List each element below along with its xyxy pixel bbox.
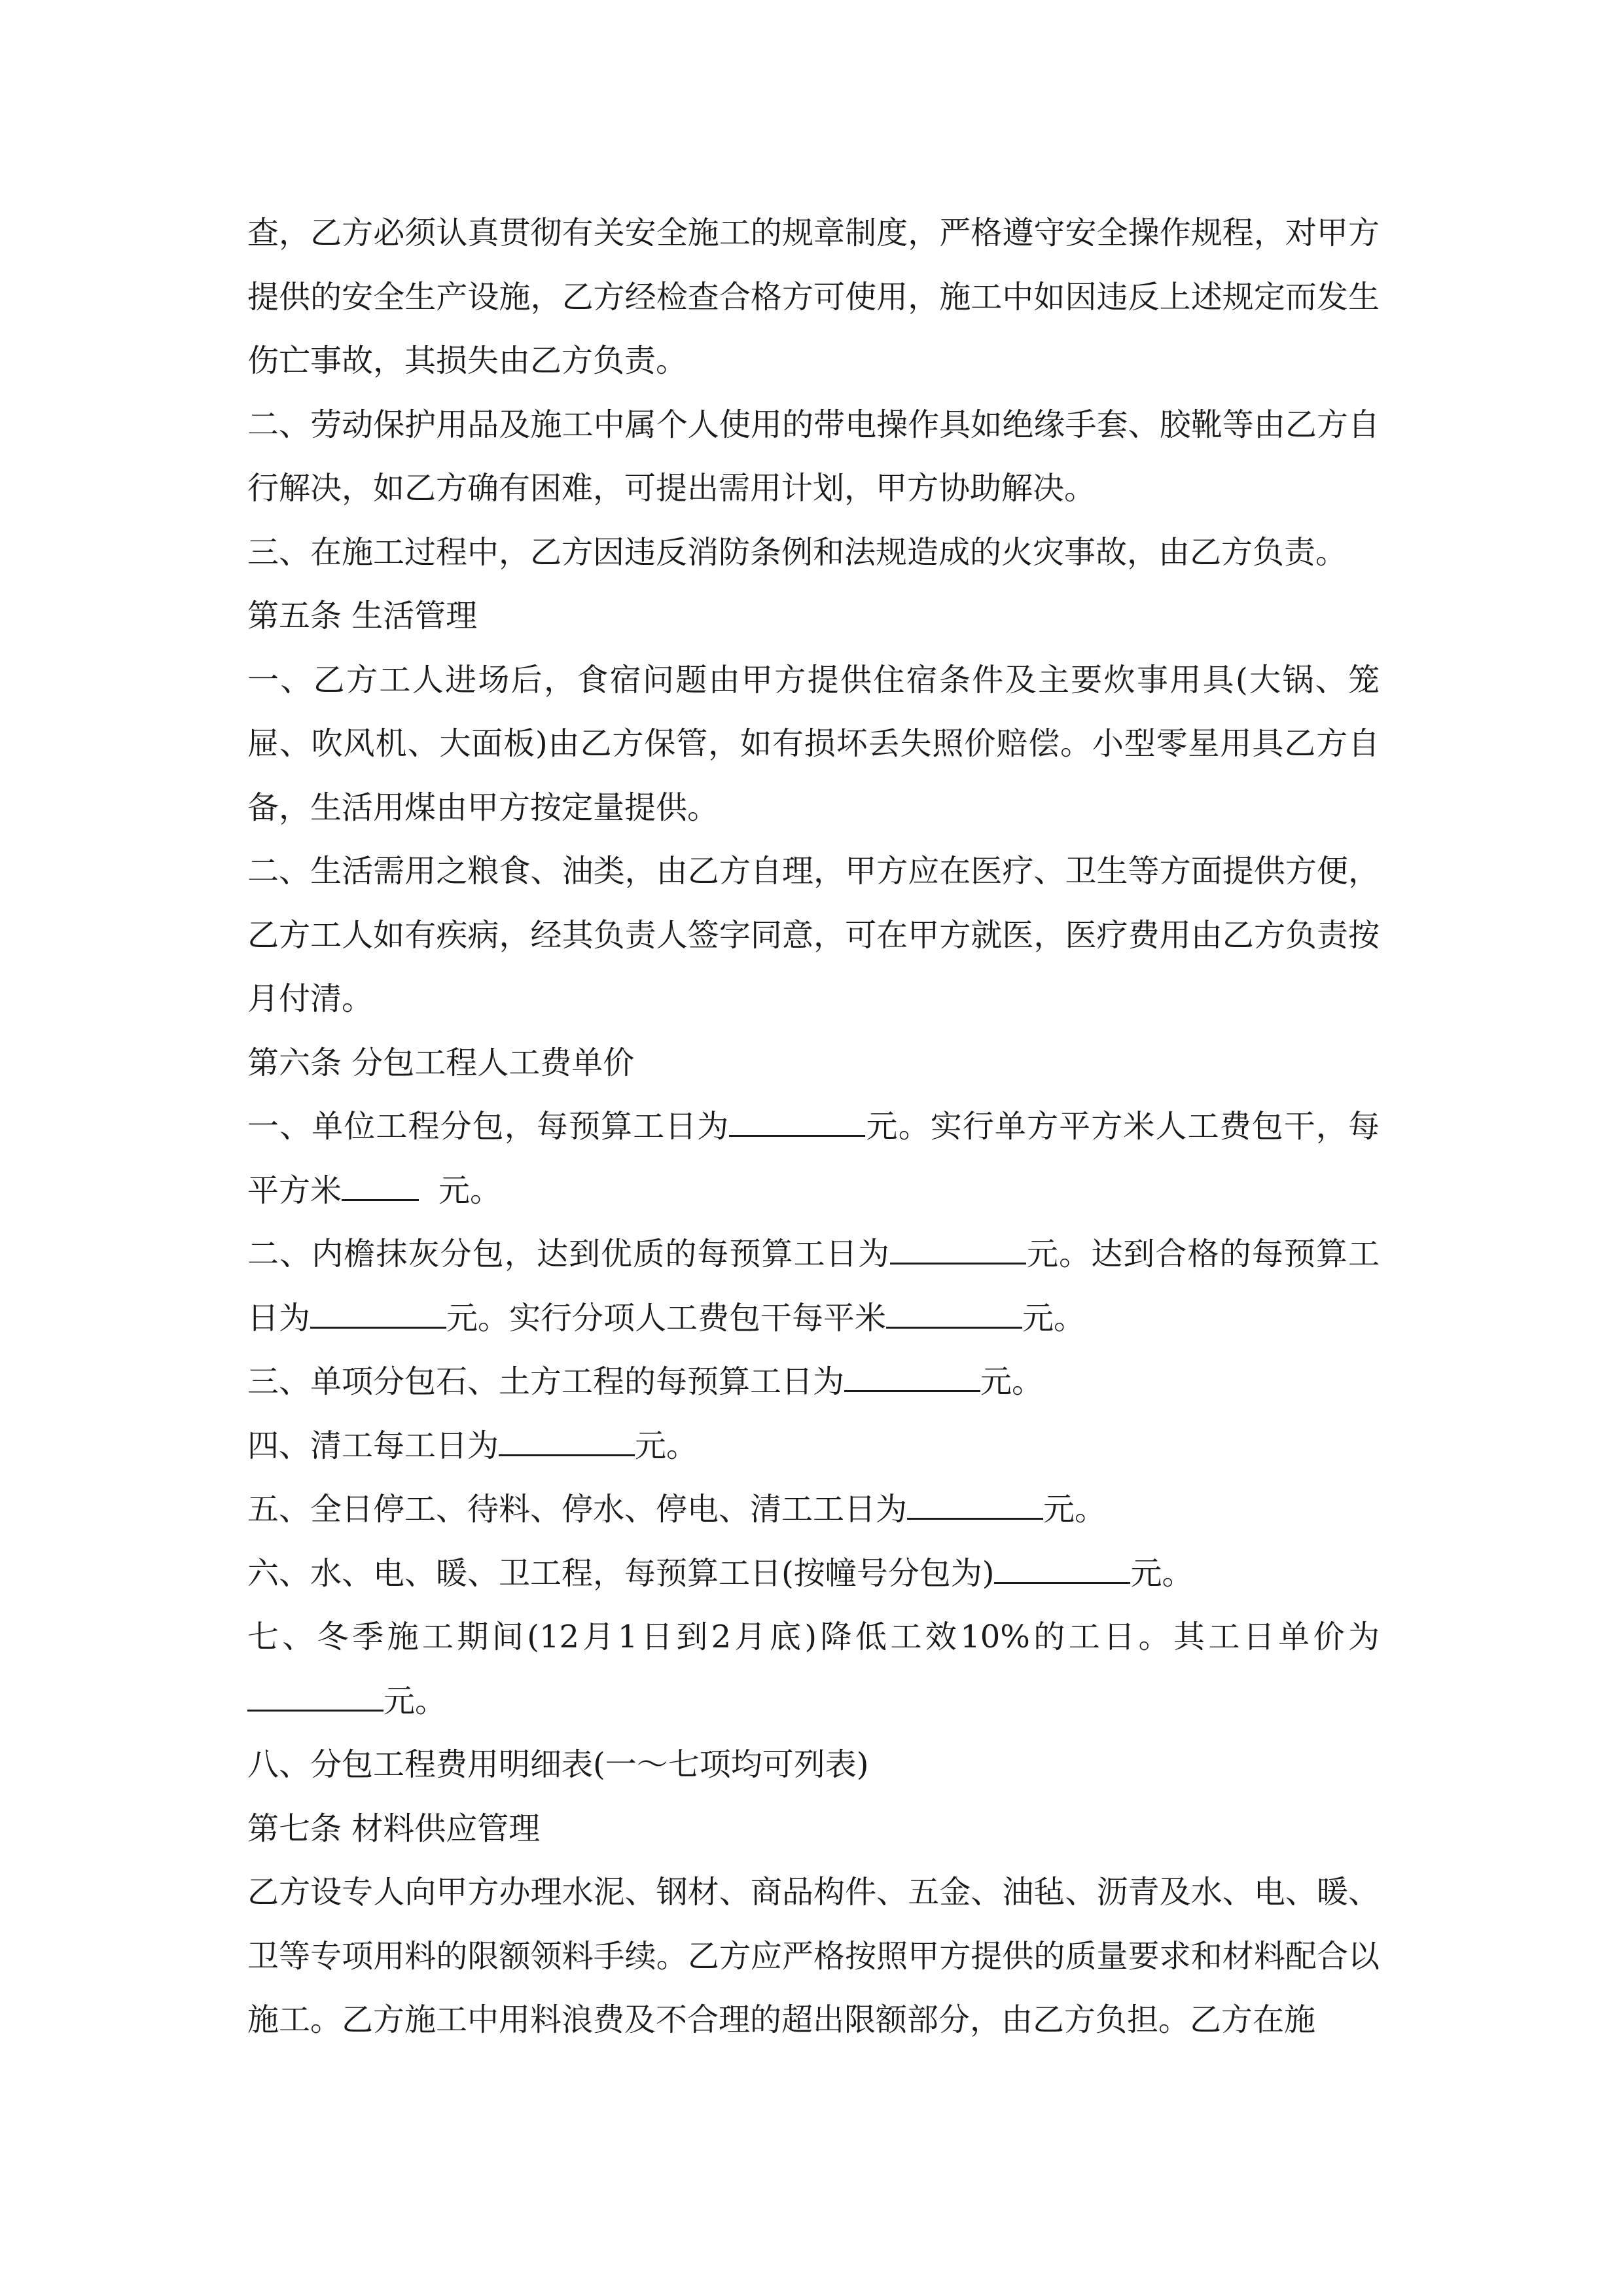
item-8-cost-table: 八、分包工程费用明细表(一～七项均可列表)	[247, 1746, 869, 1783]
fill-blank[interactable]	[342, 1170, 419, 1201]
item-7-winter: 七、冬季施工期间(12月1日到2月底)降低工效10%的工日。其工日单价为元。	[247, 1619, 1380, 1719]
article-5-heading: 第五条 生活管理	[247, 598, 478, 634]
item-4-cleaning: 四、清工每工日为 元。	[247, 1414, 1380, 1479]
paragraph-fire-safety: 三、在施工过程中，乙方因违反消防条例和法规造成的火灾事故，由乙方负责。	[247, 533, 1347, 571]
item-5-stoppage: 五、全日停工、待料、停水、停电、清工工日为 元。	[247, 1478, 1380, 1542]
fill-blank[interactable]	[499, 1426, 635, 1456]
paragraph-protective-equipment: 二、劳动保护用品及施工中属个人使用的带电操作具如绝缘手套、胶靴等由乙方自行解决，如乙方确有困难，可提出需用计划，甲方协助解决。	[247, 406, 1380, 507]
item-2-plastering: 二、内檐抹灰分包，达到优质的每预算工日为 元。达到合格的每预算工日为 元。实行分项人工费包干每平米 元。	[247, 1223, 1380, 1350]
article-6-heading: 第六条 分包工程人工费单价	[247, 1044, 635, 1081]
paragraph-accommodation: 一、乙方工人进场后，食宿问题由甲方提供住宿条件及主要炊事用具(大锅、笼屉、吹风机、大面板)由乙方保管，如有损坏丢失照价赔偿。小型零星用具乙方自备，生活用煤由甲方按定量提供。	[247, 661, 1380, 826]
article-7-heading: 第七条 材料供应管理	[247, 1810, 541, 1847]
fill-blank[interactable]	[994, 1553, 1130, 1584]
item-6-utilities: 六、水、电、暖、卫工程，每预算工日(按幢号分包为) 元。	[247, 1542, 1380, 1606]
fill-blank[interactable]	[310, 1298, 446, 1329]
fill-blank[interactable]	[247, 1681, 383, 1712]
fill-blank[interactable]	[907, 1489, 1043, 1520]
item-3-earthwork: 三、单项分包石、土方工程的每预算工日为 元。	[247, 1350, 1380, 1414]
paragraph-material-supply: 乙方设专人向甲方办理水泥、钢材、商品构件、五金、油毡、沥青及水、电、暖、卫等专项用料的限额领料手续。乙方应严格按照甲方提供的质量要求和材料配合以施工。乙方施工中用料浪费及不合理的超出限额部分，由乙方负担。乙方在施	[247, 1874, 1380, 2038]
fill-blank[interactable]	[729, 1106, 865, 1137]
paragraph-safety-continued: 查，乙方必须认真贯彻有关安全施工的规章制度，严格遵守安全操作规程，对甲方提供的安全生产设施，乙方经检查合格方可使用，施工中如因违反上述规定而发生伤亡事故，其损失由乙方负责。	[247, 215, 1380, 379]
fill-blank[interactable]	[844, 1361, 980, 1392]
paragraph-food-medical: 二、生活需用之粮食、油类，由乙方自理，甲方应在医疗、卫生等方面提供方便，乙方工人如有疾病，经其负责人签字同意，可在甲方就医，医疗费用由乙方负责按月付清。	[247, 853, 1380, 1017]
fill-blank[interactable]	[886, 1298, 1022, 1329]
document-body	[247, 202, 1380, 2053]
item-1-unit-project: 一、单位工程分包，每预算工日为 元。实行单方平方米人工费包干，每平方米 元。	[247, 1095, 1380, 1223]
fill-blank[interactable]	[890, 1234, 1026, 1265]
